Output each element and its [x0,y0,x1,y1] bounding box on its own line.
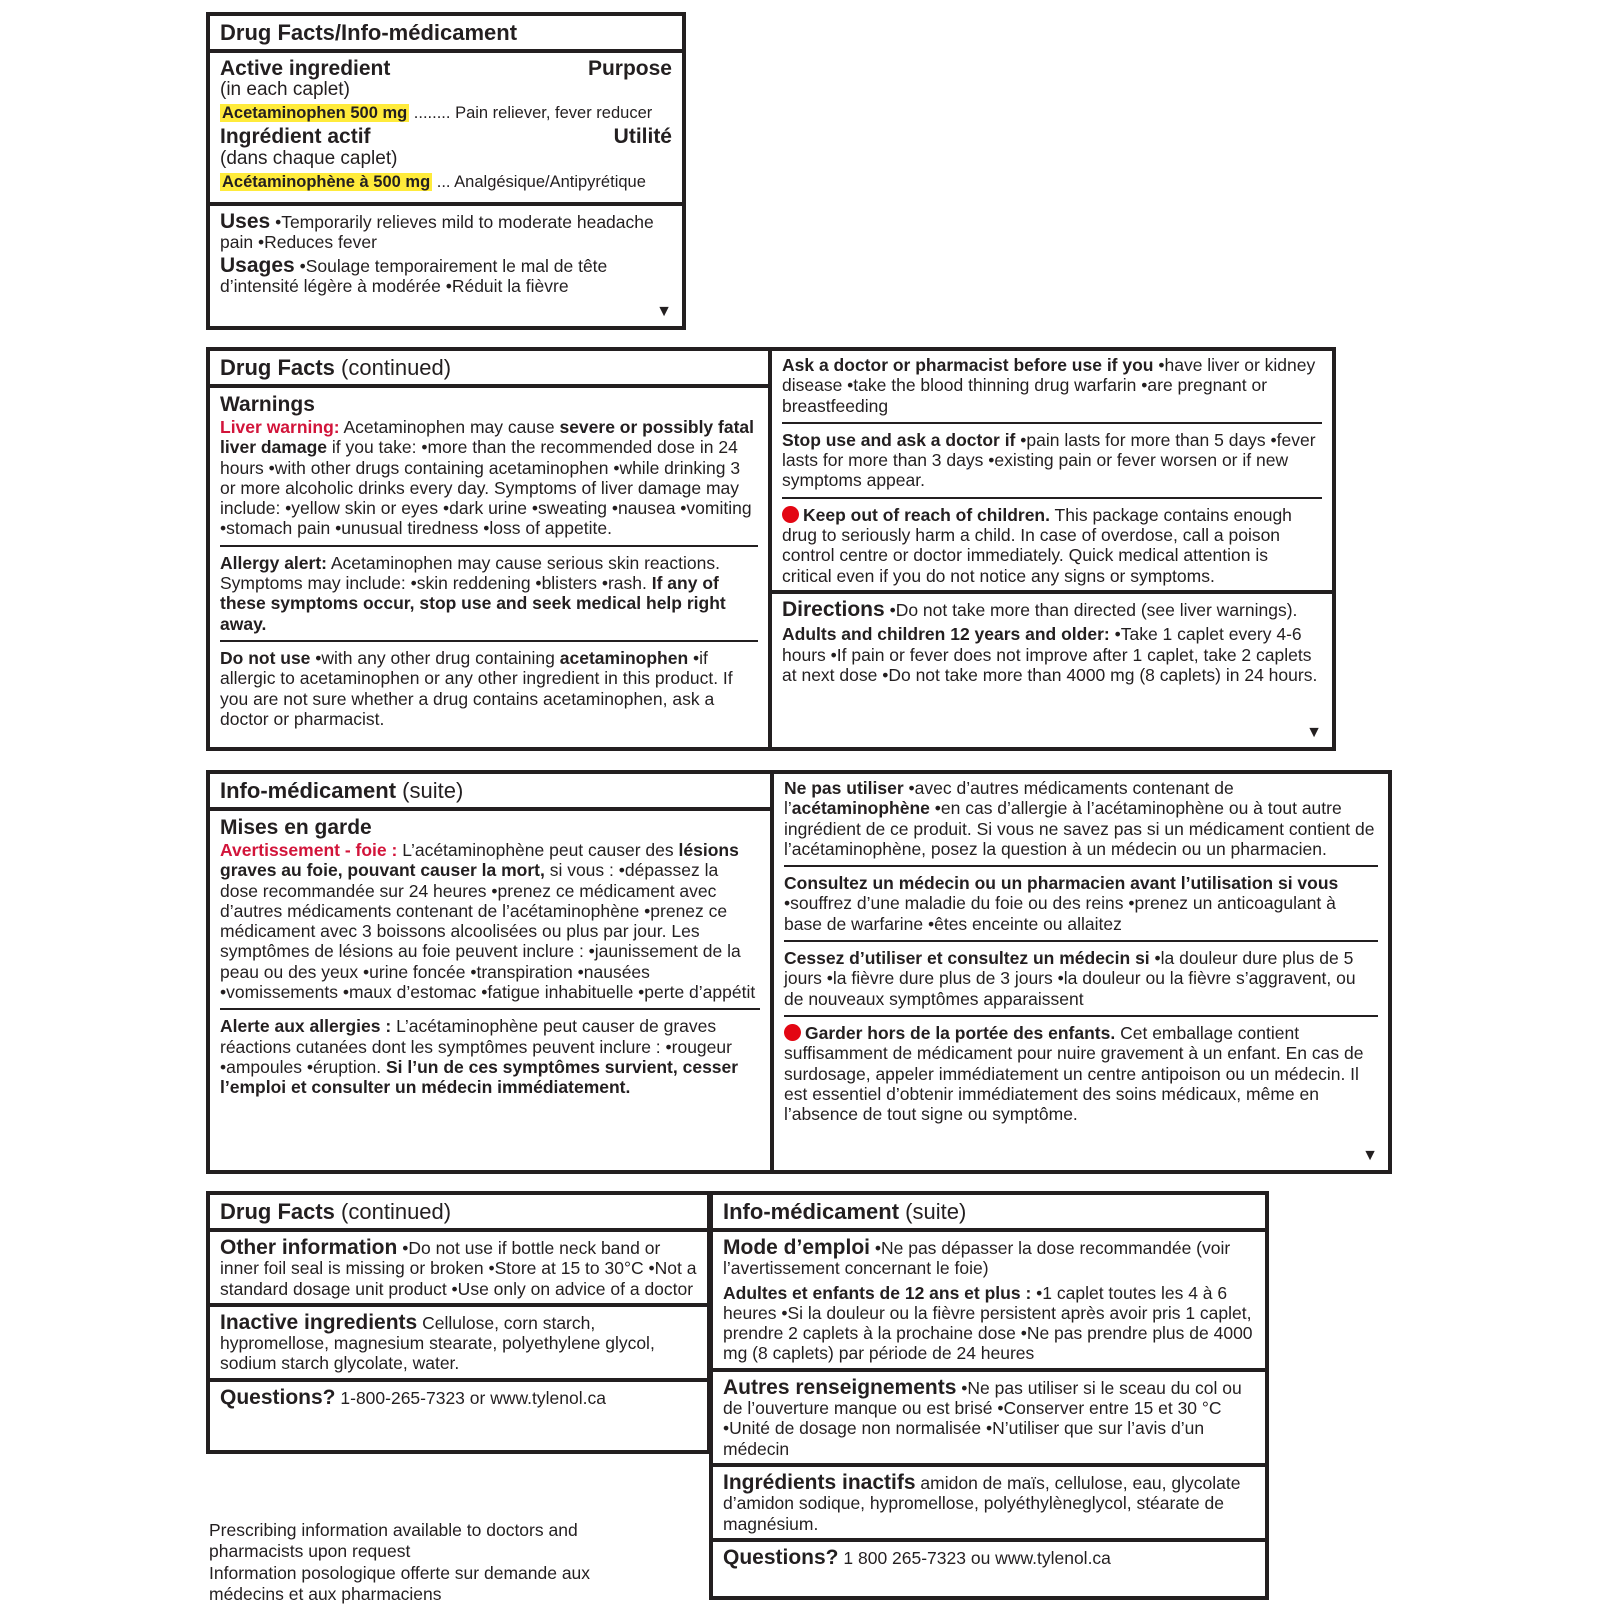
cessez-utiliser: Cessez d’utiliser et consultez un médecin si •la douleur dure plus de 5 jours •la fièvre dure plus de 3 jours •la douleur ou la fièvre s’aggravent, ou de nouveaux symptômes apparaissent [784,948,1356,1009]
ingredient-en: Acetaminophen 500 mg [222,104,408,123]
continue-arrow-icon: ▼ [1306,724,1322,741]
other-information: Other information •Do not use if bottle neck band or inner foil seal is missing or broken •Store at 15 to 30°C •Not a standard dosage unit product •Use only on advice of a doctor [220,1236,697,1299]
panel-header: Drug Facts (continued) [210,1195,707,1232]
questions: Questions? 1-800-265-7323 or www.tylenol.ca [210,1378,707,1412]
ingredient-fr: Acétaminophène à 500 mg [222,172,431,191]
panel-title: Drug Facts/Info-médicament [210,16,682,53]
purpose-en: Pain reliever, fever reducer [455,104,653,123]
stop-dot-icon [782,506,799,523]
stop-dot-icon [784,1024,801,1041]
warnings-heading: Warnings [220,393,315,416]
ne-pas-utiliser-section [774,774,1388,1128]
consultez-medecin: Consultez un médecin ou un pharmacien avant l’utilisation si vous •souffrez d’une maladie du foie ou des reins •prenez un anticoagulant à base de warfarine •êtes enceinte ou allaitez [784,873,1339,934]
purpose-fr: Analgésique/Antipyrétique [454,172,646,191]
autres-renseignements: Autres renseignements •Ne pas utiliser si le sceau du col ou de l’ouverture manque ou est brisé •Conserver entre 15 et 30 °C •Unité de dosage non normalisée •N’utiliser que sur l’avis d’un médecin [713,1368,1265,1463]
panel-header: Info-médicament (suite) [210,774,770,811]
drug-facts-panel-4 [206,1191,711,1454]
keep-out-of-reach: Keep out of reach of children. This package contains enough drug to seriously harm a child. In case of overdose, call a poison control centre or doctor immediately. Quick medical attention is critical even if you do not notice any signs or symptoms. [782,504,1292,586]
warnings-section: Warnings Liver warning: Acetaminophen may cause severe or possibly fatal liver damage if you take: •more than the recommended dose in 24 hours •with other drugs containing acetaminophen •while drinking 3 or more alcoholic drinks every day. Symptoms of liver damage may include: •yellow skin or eyes •dark urine •sweating •nausea •vomiting •stomach pain •unusual tiredness •loss of appetite. Allergy alert: Acetaminophen may cause serious skin reactions. Symptoms may include: •skin reddening •blisters •rash. If any of these symptoms occur, stop use and seek medical help right away. Do not use •with any other drug containing acetaminophen •if allergic to acetaminophen or any other ingredient in this product. If you are not sure whether a drug contains acetaminophen, ask a doctor or pharmacist. [210,388,768,733]
uses-section: Uses •Temporarily relieves mild to moderate headache pain •Reduces fever Usages •Soulage temporairement le mal de tête d’intensité légère à modérée •Réduit la fièvre [210,202,682,301]
ne-pas-utiliser: Ne pas utiliser •avec d’autres médicaments contenant de l’acétaminophène •en cas d’allergie à l’acétaminophène ou à tout autre ingrédient de ce produit. Si vous ne savez pas si un médicament contient de l’acétaminophène, posez la question à un médecin ou un pharmacien. [784,778,1375,859]
drug-facts-panel-2 [206,347,1336,751]
liver-warning-label-fr: Avertissement - foie : [220,840,398,860]
panel-header: Drug Facts (continued) [210,351,768,388]
continue-arrow-icon: ▼ [656,303,672,320]
questions-fr: Questions? 1 800 265-7323 ou www.tylenol.ca [713,1538,1265,1572]
inactive-ingredients: Inactive ingredients Cellulose, corn starch, hypromellose, magnesium stearate, polyethylene glycol, sodium starch glycolate, water. [210,1303,707,1378]
info-medicament-panel-5 [709,1191,1269,1600]
info-medicament-panel-3 [206,770,1392,1174]
ingredients-inactifs: Ingrédients inactifs amidon de maïs, cellulose, eau, glycolate d’amidon sodique, hypromellose, polyéthylèneglycol, stéarate de magnésium. [713,1463,1265,1538]
drug-facts-panel-1 [206,12,686,330]
alerte-allergies: Alerte aux allergies : L’acétaminophène peut causer de graves réactions cutanées dont les symptômes peuvent inclure : •rougeur •ampoules •éruption. Si l’un de ces symptômes survient, cesser l’emploi et consulter un médecin immédiatement. [220,1016,739,1098]
mises-en-garde-section: Mises en garde Avertissement - foie : L’acétaminophène peut causer des lésions graves au foie, pouvant causer la mort, si vous : •dépassez la dose recommandée sur 24 heures •prenez ce médicament avec d’autres médicaments contenant de l’acétaminophène •prenez ce médicament avec 3 boissons alcoolisées ou plus par jour. Les symptômes de lésions au foie peuvent inclure : •jaunissement de la peau ou des yeux •urine foncée •transpiration •nausées •vomissements •maux d’estomac •fatigue inhabituelle •perte d’appétit Alerte aux allergies : L’acétaminophène peut causer de graves réactions cutanées dont les symptômes peuvent inclure : •rougeur •ampoules •éruption. Si l’un de ces symptômes survient, cesser l’emploi et consulter un médecin immédiatement. [210,811,770,1102]
prescribing-info-en: Prescribing information available to doctors and pharmacists upon request [209,1520,578,1561]
continue-arrow-icon: ▼ [1362,1147,1378,1164]
mises-en-garde-heading: Mises en garde [220,816,372,839]
purpose-heading-fr: Utilité [613,125,672,149]
do-not-use: Do not use •with any other drug containing acetaminophen •if allergic to acetaminophen or any other ingredient in this product. If you are not sure whether a drug contains acetaminophen, ask a doctor or pharmacist. [220,647,733,729]
garder-hors-portee: Garder hors de la portée des enfants. Cet emballage contient suffisamment de médicament pour nuire gravement à un enfant. En cas de surdosage, appeler immédiatement un centre antipoison ou un médecin. Il est essentiel d’obtenir immédiatement des soins médicaux, même en l’absence de tout signe ou symptôme. [784,1022,1364,1125]
allergy-alert: Allergy alert: Acetaminophen may cause serious skin reactions. Symptoms may include: •skin reddening •blisters •rash. If any of these symptoms occur, stop use and seek medical help right away. [220,552,726,634]
in-each-caplet-fr: (dans chaque caplet) [220,147,398,169]
mode-emploi: Mode d’emploi •Ne pas dépasser la dose recommandée (voir l’avertissement concernant le foie) Adultes et enfants de 12 ans et plus : •1 caplet toutes les 4 à 6 heures •Si la douleur ou la fièvre persistent après avoir pris 1 caplet, prendre 2 caplets à la prochaine dose •Ne pas prendre plus de 4000 mg (8 caplets) par période de 24 heures [723,1236,1253,1364]
directions-heading: Directions [782,597,885,621]
purpose-heading: Purpose [587,57,672,80]
directions-section: Directions •Do not take more than directed (see liver warnings). Adults and children 12 years and older: •Take 1 caplet every 4-6 hours •If pain or fever does not improve after 1 caplet, take 2 caplets at next dose •Do not take more than 4000 mg (8 caplets) in 24 hours. [772,590,1332,689]
panel-header: Info-médicament (suite) [713,1195,1265,1232]
ask-doctor: Ask a doctor or pharmacist before use if you •have liver or kidney disease •take the blood thinning drug warfarin •are pregnant or breastfeeding [782,355,1316,416]
in-each-caplet: (in each caplet) [220,79,350,101]
stop-use: Stop use and ask a doctor if •pain lasts for more than 5 days •fever lasts for more than 3 days •existing pain or fever worsen or if new symptoms appear. [782,429,1316,491]
active-ingredient-section: Active ingredient Purpose (in each caplet) Acetaminophen 500 mg ........ Pain reliever, fever reducer Ingrédient actif Utilité (dans chaque caplet) Acétaminophène à 500 mg ... Analgésique/Antipyrétique [220,57,672,191]
active-ingredient-heading-fr: Ingrédient actif [220,125,371,149]
ask-doctor-section [772,351,1332,590]
prescribing-info-fr: Information posologique offerte sur demande aux médecins et aux pharmaciens [209,1563,591,1604]
liver-warning-label: Liver warning: [220,417,340,437]
active-ingredient-heading: Active ingredient [220,57,391,80]
